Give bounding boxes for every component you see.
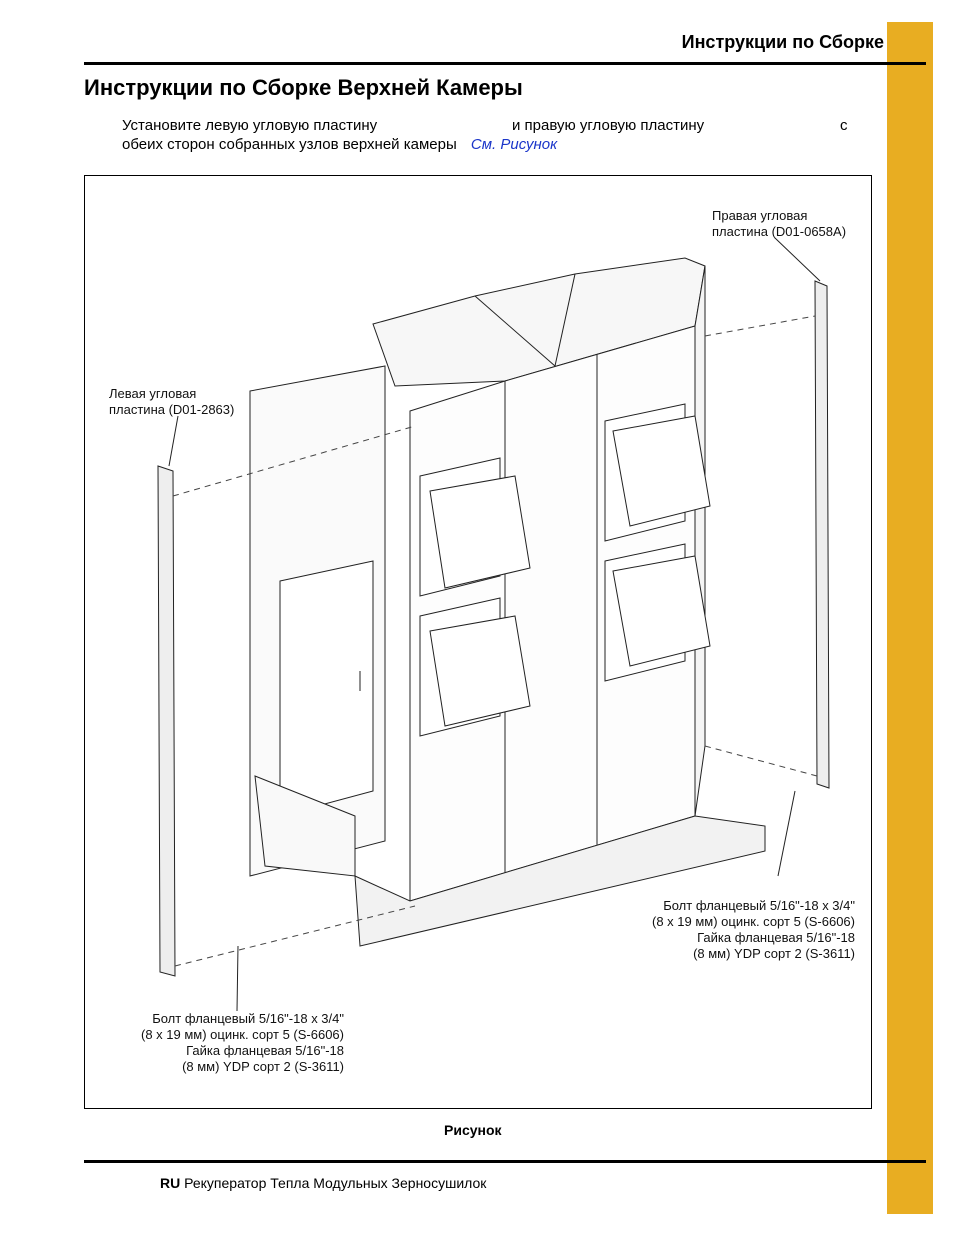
page-title: Инструкции по Сборке Верхней Камеры [84, 75, 523, 100]
callout-right-plate [712, 208, 846, 240]
callout-bolt-right-line-4: (8 мм) YDP сорт 2 (S-3611) [693, 946, 855, 961]
assembly-drawing [85, 176, 873, 1110]
section-tab [887, 22, 933, 1214]
callout-left-plate [109, 386, 234, 418]
callout-bolt-left-line-3: Гайка фланцевая 5/16"-18 [186, 1043, 344, 1058]
header-section-title: Инструкции по Сборке [681, 32, 884, 52]
callout-left-plate-line-1: Левая угловая [109, 386, 197, 401]
leader-bolt-left [237, 946, 238, 1011]
instruction-line-2 [122, 136, 557, 153]
right-side-wall [695, 266, 705, 816]
header-divider [84, 62, 926, 65]
leader-bolt-right [778, 791, 795, 876]
leader-left-plate [169, 416, 178, 466]
left-corner-plate [158, 466, 175, 976]
leader-right-plate [775, 238, 820, 281]
figure-link[interactable]: См. Рисунок [470, 136, 558, 153]
footer [160, 1175, 486, 1191]
footer-divider [84, 1160, 926, 1163]
callout-bolt-right-line-2: (8 x 19 мм) оцинк. сорт 5 (S-6606) [651, 914, 855, 929]
instruction-line-1b: и правую угловую пластину [512, 117, 705, 134]
callout-bolt-left [141, 1011, 344, 1075]
access-door [280, 561, 373, 816]
instruction-line-1a: Установите левую угловую пластину [122, 117, 378, 134]
instruction-line-2-text: обеих сторон собранных узлов верхней камеры [122, 136, 457, 153]
callout-bolt-left-line-1: Болт фланцевый 5/16"-18 x 3/4" [152, 1011, 344, 1026]
callout-bolt-left-line-2: (8 x 19 мм) оцинк. сорт 5 (S-6606) [140, 1027, 344, 1042]
callout-bolt-right-line-1: Болт фланцевый 5/16"-18 x 3/4" [663, 898, 855, 913]
callout-bolt-right-line-3: Гайка фланцевая 5/16"-18 [697, 930, 855, 945]
figure-caption: Рисунок [444, 1122, 502, 1138]
callout-right-plate-line-2: пластина (D01-0658A) [712, 224, 847, 239]
callout-right-plate-line-1: Правая угловая [712, 208, 808, 223]
instruction-line-1c: с [840, 117, 848, 134]
figure-frame [84, 175, 872, 1109]
callout-bolt-left-line-4: (8 мм) YDP сорт 2 (S-3611) [182, 1059, 344, 1074]
footer-product: Рекуператор Тепла Модульных Зерносушилок [184, 1175, 487, 1191]
footer-lang: RU [160, 1175, 181, 1191]
callout-bolt-right [652, 898, 855, 962]
right-corner-plate [815, 281, 829, 788]
callout-left-plate-line-2: пластина (D01-2863) [109, 402, 235, 417]
